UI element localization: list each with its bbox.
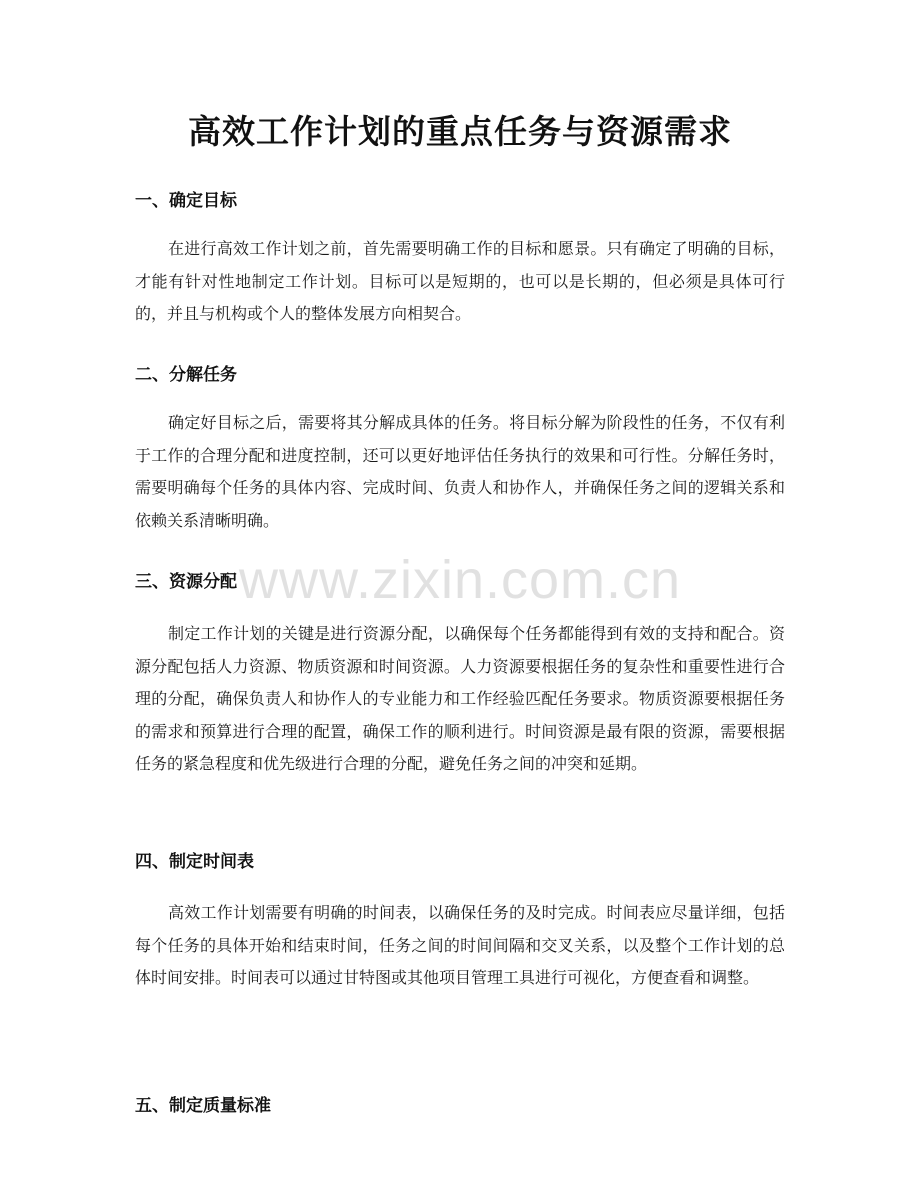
section-heading-3: 三、资源分配 (135, 572, 237, 592)
section-heading-1: 一、确定目标 (135, 191, 237, 211)
section-heading-4: 四、制定时间表 (135, 852, 254, 872)
document-title: 高效工作计划的重点任务与资源需求 (188, 112, 732, 151)
section-paragraph-2: 确定好目标之后，需要将其分解成具体的任务。将目标分解为阶段性的任务，不仅有利于工作的合理分配和进度控制，还可以更好地评估任务执行的效果和可行性。分解任务时，需要明确每个任务的具体内容、完成时间、负责人和协作人，并确保任务之间的逻辑关系和依赖关系清晰明确。 (135, 413, 785, 530)
section-heading-5: 五、制定质量标准 (135, 1096, 271, 1116)
section-paragraph-4: 高效工作计划需要有明确的时间表，以确保任务的及时完成。时间表应尽量详细，包括每个任务的具体开始和结束时间，任务之间的时间间隔和交叉关系，以及整个工作计划的总体时间安排。时间表可以通过甘特图或其他项目管理工具进行可视化，方便查看和调整。 (135, 903, 785, 988)
section-heading-2: 二、分解任务 (135, 365, 237, 385)
watermark-text: www.zixin.com.cn (238, 550, 682, 610)
section-paragraph-1: 在进行高效工作计划之前，首先需要明确工作的目标和愿景。只有确定了明确的目标，才能有针对性地制定工作计划。目标可以是短期的，也可以是长期的，但必须是具体可行的，并且与机构或个人的整体发展方向相契合。 (135, 239, 785, 324)
section-paragraph-3: 制定工作计划的关键是进行资源分配，以确保每个任务都能得到有效的支持和配合。资源分配包括人力资源、物质资源和时间资源。人力资源要根据任务的复杂性和重要性进行合理的分配，确保负责人和协作人的专业能力和工作经验匹配任务要求。物质资源要根据任务的需求和预算进行合理的配置，确保工作的顺利进行。时间资源是最有限的资源，需要根据任务的紧急程度和优先级进行合理的分配，避免任务之间的冲突和延期。 (135, 624, 785, 774)
